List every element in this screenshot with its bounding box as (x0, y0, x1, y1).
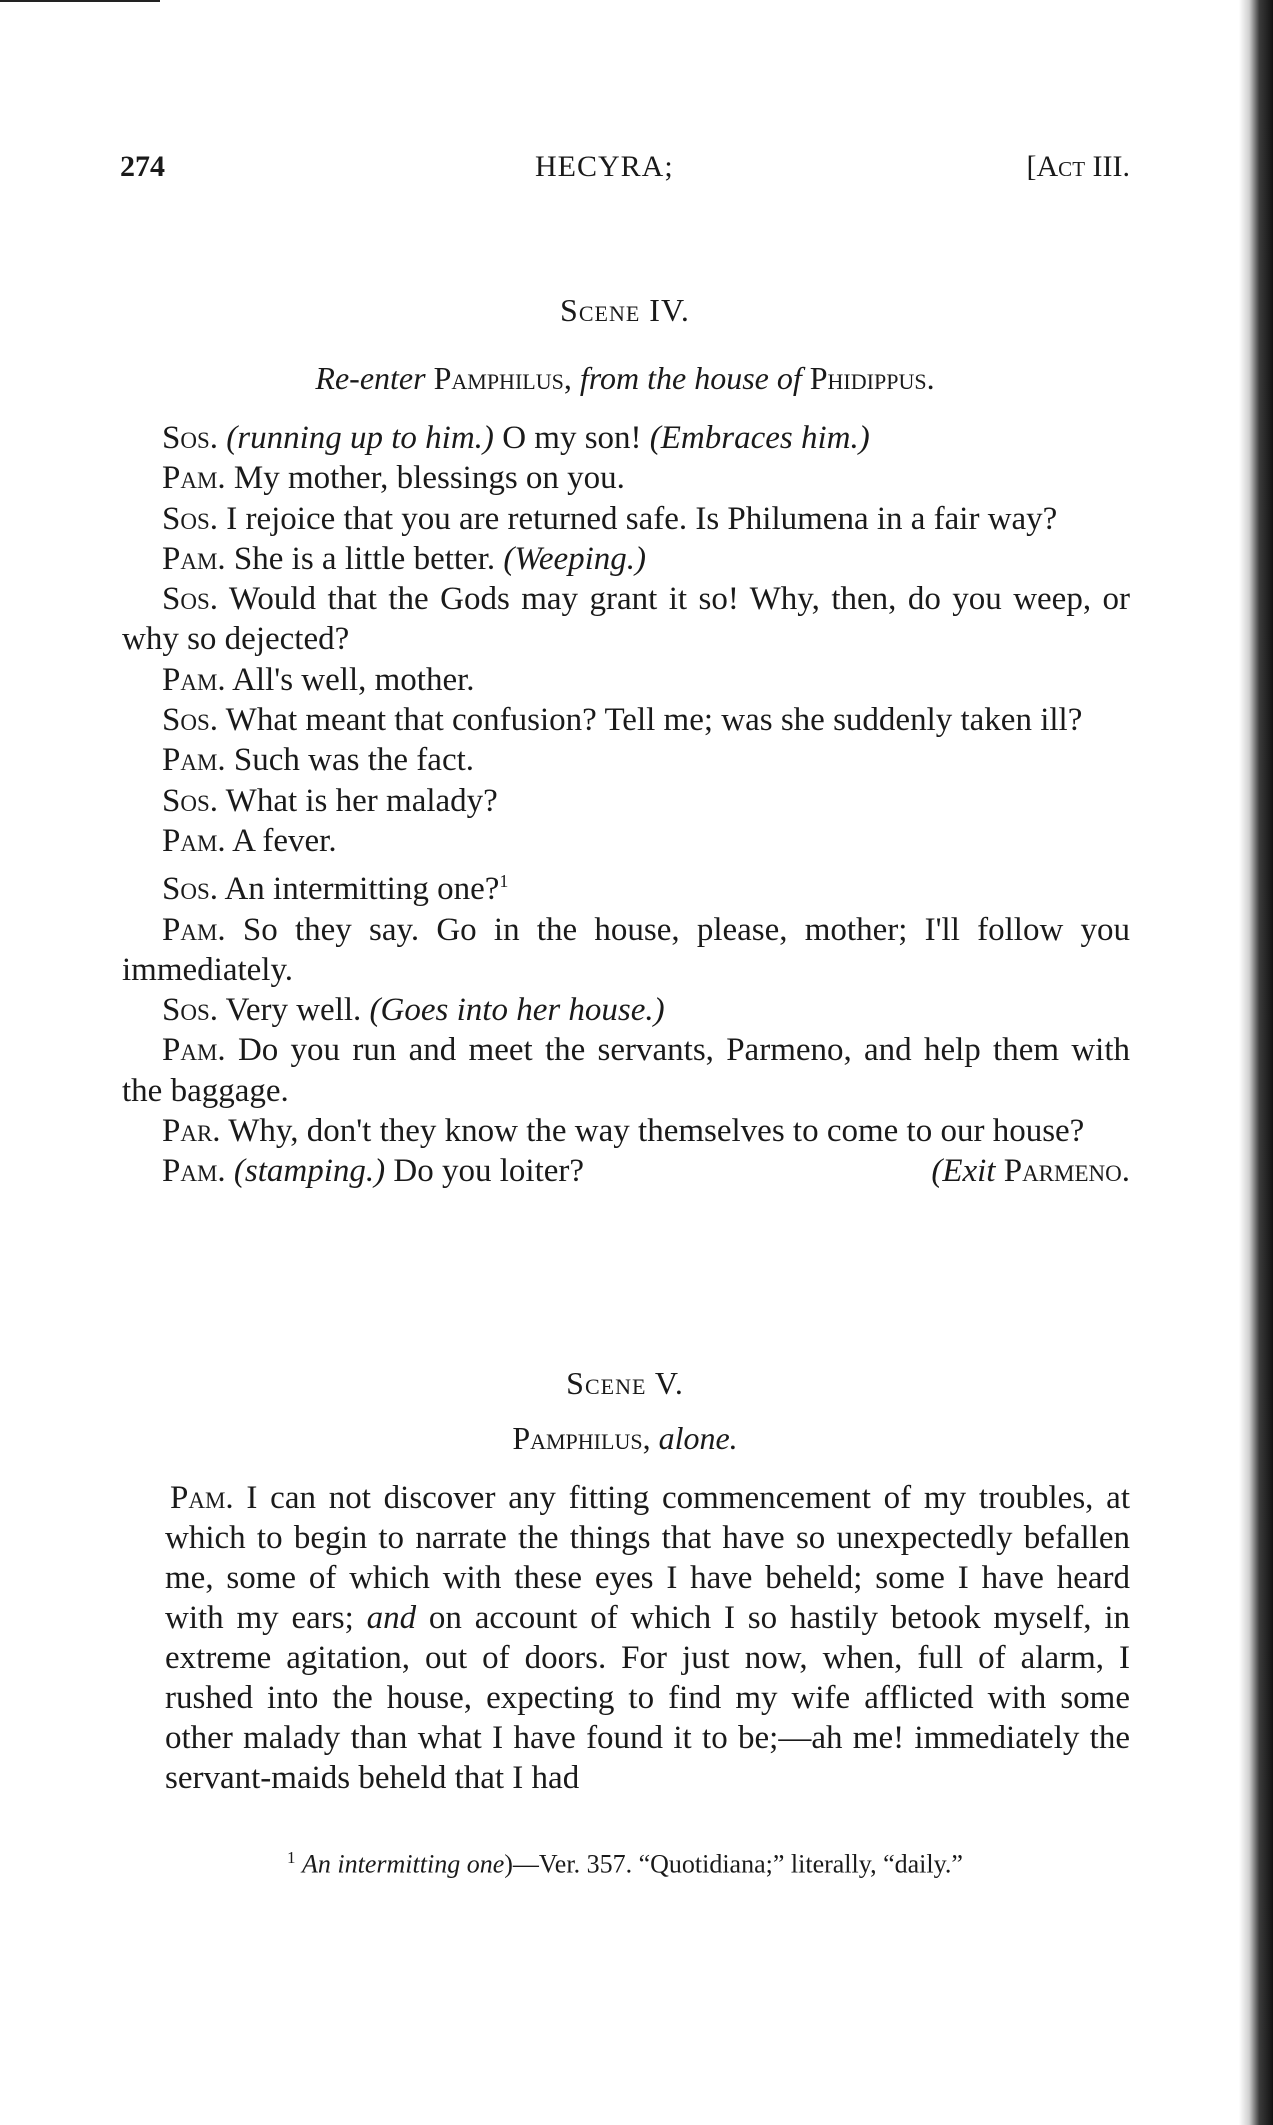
text-segment: Why, don't they know the way themselves to come to our house? (220, 1113, 1085, 1150)
speaker-name: Pam. (162, 460, 226, 497)
dialogue-line (122, 458, 1130, 498)
footnote-ref: 1 (499, 871, 509, 892)
text-segment: She is a little better. (225, 540, 504, 577)
running-title: HECYRA; (535, 150, 674, 183)
text-segment: A fever. (225, 822, 337, 859)
scene-iv-stage-direction: Re-enter Pamphilus, from the house of Phidippus. (315, 360, 935, 396)
speaker-name: Pam. (162, 1153, 226, 1190)
text-segment: My mother, blessings on you. (225, 460, 625, 497)
speaker-name: Sos. (162, 420, 219, 456)
text-segment: (Goes into her house.) (369, 992, 665, 1029)
text-segment (226, 1153, 234, 1189)
scene-v-speech (165, 1478, 1130, 1798)
speaker-name: Sos. (162, 992, 219, 1029)
scene-v-stage-direction: Pamphilus, alone. (512, 1420, 738, 1456)
dialogue-line (122, 539, 1130, 579)
dialogue-line (122, 910, 1130, 991)
scene-iv-heading: Scene IV. (560, 292, 690, 328)
text-segment: on account of which I so hastily betook myself, in extreme agitation, out of doors. For just now, when, full of alarm, I rushed into the house, expecting to find my wife afflicted with some other malady than what I have found it to be;—ah me! immediately the servant-maids beheld that I had (165, 1600, 1130, 1796)
text-segment: Do you loiter? (385, 1153, 585, 1190)
text-segment: What meant that confusion? Tell me; was she suddenly taken ill? (218, 702, 1083, 739)
text-segment: (stamping.) (233, 1153, 386, 1190)
speaker-name: Par. (162, 1113, 221, 1150)
dialogue-line (122, 700, 1130, 740)
dialogue-line (122, 781, 1130, 821)
dialogue-line (122, 1111, 1130, 1151)
text-segment: Very well. (218, 992, 370, 1029)
dialogue-line (122, 821, 1130, 861)
text-segment: Would that the Gods may grant it so! Why, then, do you weep, or why so dejected? (122, 581, 1130, 658)
footnote: $^1$ An intermitting one)—Ver. 357. “Quotidiana;” literally, “daily.” (287, 1848, 963, 1879)
speaker-name: Sos. (162, 581, 219, 618)
text-segment: I rejoice that you are returned safe. Is Philumena in a fair way? (218, 500, 1058, 537)
text-segment: An intermitting one? (218, 871, 500, 908)
speaker-name: Sos. (162, 500, 219, 537)
text-segment: and (366, 1600, 417, 1636)
speaker-name: Sos. (162, 871, 219, 908)
text-segment: (Embraces him.) (649, 420, 870, 456)
dialogue-line (122, 861, 1130, 909)
text-segment: So they say. Go in the house, please, mother; I'll follow you immediately. (122, 911, 1130, 988)
text-segment: I can not discover any fitting commencement of my troubles, at which to begin to narrate the things that have so unexpectedly befallen me, some of which with these eyes I have beheld; some I have heard with my ears; (165, 1480, 1130, 1636)
text-segment: O my son! (493, 420, 650, 456)
dialogue-line (122, 990, 1130, 1030)
speaker-name: Pam. (162, 1032, 226, 1069)
top-rule (0, 0, 160, 2)
speaker-name: Sos. (162, 702, 219, 739)
speaker-name: Pam. (162, 742, 226, 779)
text-segment: (Weeping.) (503, 540, 647, 577)
running-head (120, 150, 1130, 190)
dialogue-line (122, 1030, 1130, 1111)
text-segment: Do you run and meet the servants, Parmeno, and help them with the baggage. (122, 1032, 1130, 1109)
dialogue-line (122, 740, 1130, 780)
page-number: 274 (120, 150, 165, 183)
dialogue-line (122, 499, 1130, 539)
text-segment: Such was the fact. (225, 742, 475, 779)
speaker-name: Pam. (162, 540, 226, 577)
book-spine-shadow (1239, 0, 1273, 2125)
speaker-name: Sos. (162, 782, 219, 819)
dialogue-line (122, 579, 1130, 660)
scene-iv-dialogue (122, 418, 1130, 1192)
act-label: [Act III. (1026, 150, 1130, 183)
speaker-name: Pam. (170, 1480, 234, 1516)
text-segment: All's well, mother. (225, 661, 475, 698)
dialogue-line (122, 660, 1130, 700)
text-segment: (running up to him.) (226, 420, 494, 456)
speaker-name: Pam. (162, 822, 226, 859)
scene-v-heading: Scene V. (566, 1365, 684, 1401)
speaker-name: Pam. (162, 661, 226, 698)
exit-stage-direction: (Exit Parmeno. (931, 1153, 1130, 1190)
speaker-name: Pam. (162, 911, 226, 948)
dialogue-line (122, 418, 1130, 458)
text-segment: What is her malady? (218, 782, 498, 819)
dialogue-line (122, 1151, 1130, 1191)
